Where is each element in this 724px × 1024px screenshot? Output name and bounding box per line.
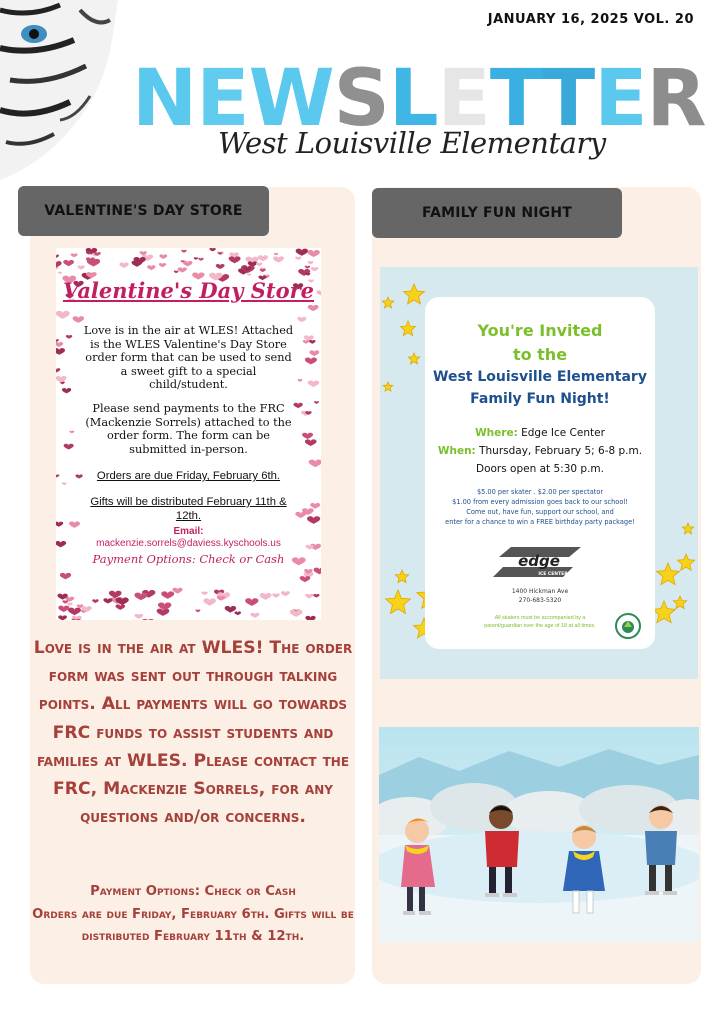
star-icon: [382, 297, 393, 308]
star-icon: [400, 321, 415, 336]
valentines-description: Love is in the air at WLES! The order form was sent out through talking points. All payments will go towards FRC funds to assist students and families at WLES. Please contact the FRC, Mackenzie Sorrels, for any questions and/or concerns.: [33, 638, 353, 828]
address-line-2: 270-683-5320: [518, 597, 562, 604]
invite-line-1: You're Invited: [477, 321, 603, 340]
invite-line-2: to the: [512, 345, 568, 364]
heart-icon: [56, 541, 66, 548]
star-icon: [386, 590, 411, 614]
heart-icon: [142, 619, 154, 620]
heart-icon: [157, 609, 170, 616]
heart-icon: [183, 261, 192, 267]
supervision-note: All skaters must be accompanied by a parent/guardian over the age of 18 at all times.: [484, 615, 596, 629]
masthead-letter: E: [437, 54, 490, 144]
heart-icon: [311, 267, 319, 272]
heart-icon: [56, 342, 63, 347]
invite-school: West Louisville Elementary: [433, 369, 647, 385]
invitation-card: [425, 297, 655, 649]
heart-icon: [305, 616, 315, 620]
heart-icon: [308, 380, 319, 387]
invite-price: $5.00 per skater . $2.00 per spectator: [476, 488, 604, 496]
heart-icon: [103, 598, 112, 603]
heart-icon: [159, 263, 166, 267]
heart-icon: [56, 311, 70, 319]
heart-icon: [306, 545, 314, 550]
masthead-letter: E: [196, 54, 249, 144]
flyer-paragraph-2: Please send payments to the FRC (Mackenzie Sorrels) attached to the order form. The form can be submitted in-person.: [85, 402, 292, 456]
heart-icon: [58, 272, 62, 274]
heart-icon: [181, 250, 186, 253]
issue-date: JANUARY 16, 2025 VOL. 20: [487, 12, 694, 27]
heart-icon: [250, 613, 259, 618]
heart-icon: [115, 604, 125, 610]
heart-icon: [63, 260, 74, 266]
heart-icon: [225, 606, 237, 613]
heart-icon: [134, 593, 147, 601]
heart-icon: [203, 598, 216, 605]
heart-icon: [119, 263, 128, 268]
masthead-letter: T: [542, 54, 595, 144]
heart-icon: [302, 433, 313, 439]
heart-icon: [258, 255, 268, 261]
heart-icon: [209, 248, 215, 252]
star-icon: [408, 353, 419, 364]
star-icon: [657, 563, 680, 585]
edge-logo-text: edge: [518, 552, 560, 570]
heart-icon: [159, 254, 167, 259]
heart-icon: [314, 401, 319, 404]
flyer-payment-options: Payment Options: Check or Cash: [92, 552, 285, 566]
heart-icon: [77, 265, 84, 269]
flyer-gift-dates: Gifts will be distributed February 11th & 12th.: [90, 496, 287, 522]
heart-icon: [247, 273, 251, 276]
order-dates: Orders are due Friday, February 6th. Gifts will be distributed February 11th & 12th.: [32, 906, 354, 944]
heart-icon: [234, 611, 241, 615]
flyer-due-date: Orders are due Friday, February 6th.: [96, 470, 281, 482]
heart-icon: [68, 608, 81, 616]
heart-icon: [245, 598, 258, 606]
heart-icon: [198, 258, 204, 261]
heart-icon: [56, 255, 59, 258]
heart-icon: [281, 591, 290, 596]
heart-icon: [303, 340, 309, 344]
where-label: Where:: [475, 427, 518, 439]
heart-icon: [147, 265, 155, 270]
invite-event: Family Fun Night!: [470, 391, 610, 407]
heart-icon: [56, 368, 60, 372]
heart-icon: [56, 376, 67, 382]
heart-icon: [309, 340, 315, 344]
heart-icon: [274, 253, 278, 256]
heart-icon: [134, 614, 143, 619]
heart-icon: [260, 593, 272, 600]
valentines-store-heading: VALENTINE'S DAY STORE: [18, 186, 269, 236]
heart-icon: [67, 603, 73, 606]
heart-icon: [56, 348, 65, 355]
heart-icon: [273, 256, 284, 262]
heart-icon: [56, 522, 63, 527]
invite-come: Come out, have fun, support our school, and: [466, 508, 614, 516]
heart-icon: [56, 474, 59, 477]
heart-icon: [305, 594, 313, 599]
edge-ice-center-logo: [493, 545, 587, 579]
masthead-letter: W: [248, 54, 334, 144]
heart-icon: [309, 460, 321, 468]
flyer-email: mackenzie.sorrels@daviess.kyschools.us: [96, 538, 281, 549]
heart-icon: [314, 568, 321, 575]
heart-icon: [305, 357, 317, 364]
masthead-letter: E: [594, 54, 647, 144]
flyer-paragraph-1: Love is in the air at WLES! Attached is the WLES Valentine's Day Store order form that can be used to send a sweet gift to a special child/student.: [83, 324, 294, 391]
heart-icon: [178, 267, 187, 272]
invite-doors: Doors open at 5:30 p.m.: [476, 463, 604, 475]
heart-icon: [73, 316, 85, 323]
edge-logo-subtext: ICE CENTER: [538, 572, 568, 577]
heart-icon: [310, 503, 320, 509]
masthead-letter: N: [132, 54, 197, 144]
where-value: Edge Ice Center: [521, 427, 605, 439]
flyer-email-label: Email:: [173, 526, 204, 537]
payment-options: Payment Options: Check or Cash: [90, 884, 296, 899]
heart-icon: [307, 516, 320, 524]
heart-icon: [69, 431, 74, 434]
heart-icon: [298, 379, 303, 382]
flyer-title: Valentine's Day Store: [62, 278, 315, 303]
star-icon: [383, 382, 393, 391]
heart-icon: [295, 512, 306, 518]
invite-where: [425, 427, 655, 439]
star-icon: [395, 570, 408, 583]
heart-icon: [256, 263, 262, 267]
masthead-letter: S: [333, 54, 389, 144]
heart-icon: [60, 573, 71, 580]
heart-icon: [56, 339, 59, 342]
when-value: Thursday, February 5; 6-8 p.m.: [479, 445, 643, 457]
heart-icon: [308, 250, 320, 257]
family-fun-night-heading: FAMILY FUN NIGHT: [372, 188, 622, 238]
heart-icon: [71, 253, 78, 257]
family-fun-night-flyer: [380, 267, 698, 679]
masthead-letter: T: [489, 54, 543, 144]
address-line-1: 1400 Hickman Ave: [511, 588, 569, 595]
heart-icon: [58, 606, 69, 612]
parks-logo: [615, 613, 641, 639]
invite-when: [425, 445, 655, 457]
heart-icon: [309, 350, 319, 356]
heart-icon: [305, 439, 317, 446]
heart-icon: [62, 482, 67, 485]
kids-ice-skating-illustration: [379, 727, 699, 942]
heart-icon: [313, 594, 319, 598]
heart-icon: [58, 615, 67, 620]
invite-enter: enter for a chance to win a FREE birthday party package!: [445, 518, 635, 526]
star-icon: [673, 596, 686, 609]
when-label: When:: [437, 445, 476, 457]
heart-icon: [64, 444, 74, 450]
heart-icon: [66, 335, 72, 339]
valentines-footer: [32, 881, 354, 949]
star-icon: [404, 284, 425, 304]
heart-icon: [308, 261, 314, 264]
heart-icon: [305, 266, 310, 269]
heart-icon: [297, 317, 306, 322]
heart-icon: [296, 249, 308, 256]
heart-icon: [62, 388, 71, 394]
star-icon: [682, 523, 693, 534]
heart-icon: [216, 264, 225, 269]
invite-share: $1.00 from every admission goes back to our school!: [452, 498, 628, 506]
valentines-flyer: [56, 248, 321, 620]
heart-icon: [174, 271, 179, 274]
masthead-letter: R: [646, 54, 706, 144]
heart-icon: [161, 591, 174, 599]
heart-icon: [295, 256, 301, 260]
masthead-letter: L: [388, 54, 438, 144]
heart-icon: [308, 305, 319, 311]
heart-icon: [194, 257, 198, 259]
school-name: West Louisville Elementary: [218, 126, 606, 160]
heart-icon: [272, 593, 279, 597]
star-icon: [653, 601, 676, 623]
heart-icon: [300, 576, 311, 582]
heart-icon: [201, 591, 207, 595]
tiger-mascot-icon: [0, 0, 118, 180]
star-icon: [677, 554, 694, 570]
heart-icon: [92, 599, 99, 603]
heart-icon: [56, 261, 62, 268]
heart-icon: [195, 609, 200, 612]
